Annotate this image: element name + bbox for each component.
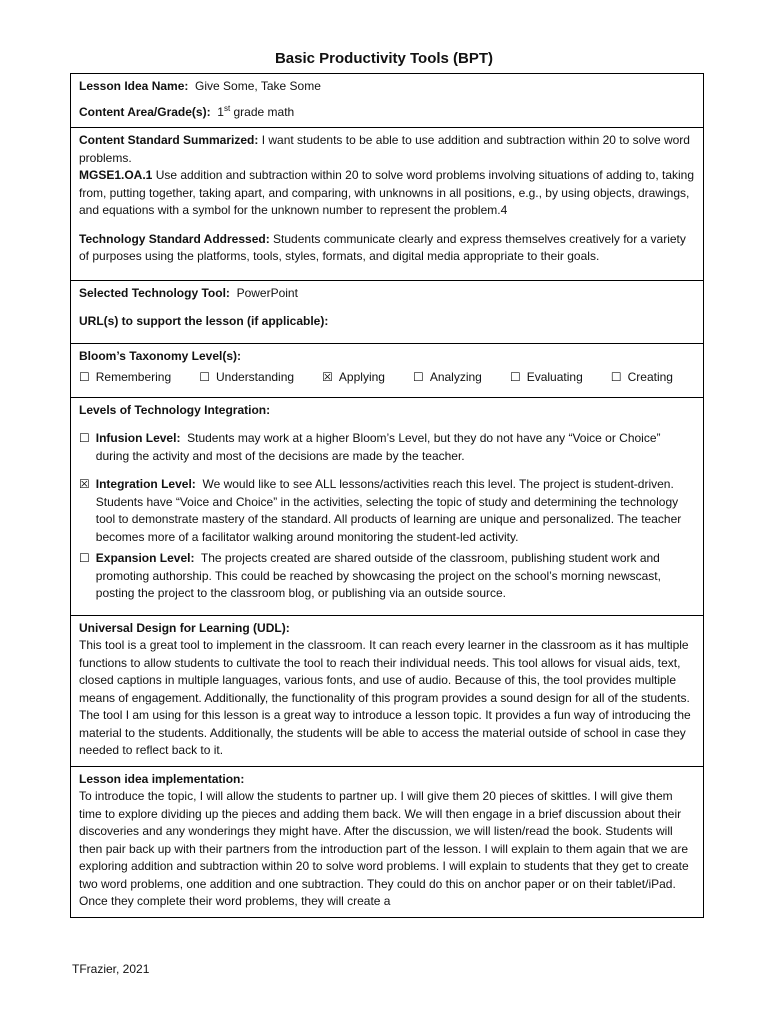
- udl-text: This tool is a great tool to implement in the classroom. It can reach every learner in the classroom as it has multiple functions to allow students to cultivate the tool to reach their individual needs. This tool allows for visual aids, text, closed captions in multiple languages, various fonts, and use of audio. Because of this, the tool provides multiple means of engagement. Additionally, the functionality of this program provides a sound design for all of the students. The tool I am using for this lesson is a great way to introduce a lesson topic. It provides a fun way of introducing the material to the students. Additionally, the students will be able to access the material outside of school in case they needed to reflect back to it.: [79, 638, 691, 757]
- bloom-option-label: Understanding: [216, 370, 295, 384]
- url-label: URL(s) to support the lesson (if applicable):: [79, 314, 329, 328]
- bloom-options: [79, 369, 695, 387]
- lesson-name-label: Lesson Idea Name:: [79, 79, 189, 93]
- content-area-value-suffix: grade math: [230, 104, 295, 119]
- technology-standard-text: Students communicate clearly and express themselves creatively for a variety of purposes using the platforms, tools, styles, formats, and digital media appropriate to their goals.: [79, 231, 686, 263]
- bloom-remembering[interactable]: [79, 369, 171, 387]
- selected-tool-label: Selected Technology Tool:: [79, 285, 230, 300]
- mgse-standard: [79, 167, 695, 220]
- bloom-option-label: Creating: [627, 370, 673, 384]
- bloom-label: Bloom’s Taxonomy Level(s):: [79, 348, 242, 363]
- lesson-name-line: [79, 78, 695, 96]
- checkbox-icon[interactable]: ☐: [79, 370, 90, 384]
- implementation-cell: [71, 767, 703, 917]
- lesson-name-value: Give Some, Take Some: [195, 79, 321, 93]
- content-area-value-prefix: 1: [217, 104, 224, 119]
- bloom-applying[interactable]: [322, 369, 385, 387]
- level-name: Expansion Level:: [95, 551, 195, 565]
- checked-checkbox-icon[interactable]: ☒: [322, 370, 333, 384]
- mgse-label: MGSE1.OA.1: [79, 168, 153, 182]
- page-title: Basic Productivity Tools (BPT): [274, 50, 494, 67]
- url-line: [79, 313, 695, 331]
- bloom-option-label: Remembering: [95, 370, 172, 384]
- level-name: Integration Level:: [95, 477, 196, 491]
- bloom-cell: [71, 344, 703, 398]
- bloom-option-label: Evaluating: [526, 370, 583, 384]
- bloom-option-label: Analyzing: [429, 370, 482, 384]
- implementation-text: To introduce the topic, I will allow the students to partner up. I will give them 20 pieces of skittles. I will give them time to explore dividing up the pieces and adding them back. We will then engage in a brief discussion about their discoveries and any wonderings they might have. After the discussion, we will listen/read the book. Students will then pair back up with their partners from the introduction part of the lesson. I will explain to them again that we are exploring addition and subtraction within 20 to solve word problems. I will explain to students that they get to create two word problems, one addition and one subtraction. They could do this on anchor paper or on their tablet/iPad. Once they complete their word problems, they will create a: [79, 789, 689, 908]
- content-area-label: Content Area/Grade(s):: [79, 104, 211, 119]
- content-area-line: [79, 104, 695, 122]
- content-standard-text: I want students to be able to use addition and subtraction within 20 to solve word problems.: [79, 133, 690, 165]
- checkbox-icon[interactable]: ☐: [509, 370, 521, 384]
- integration-level: [79, 476, 695, 546]
- implementation-label: Lesson idea implementation:: [79, 771, 245, 786]
- level-text: We would like to see ALL lessons/activities reach this level. The project is student-driven. Students have “Voice and Choice” in the activities, selecting the topic of study and determining the technology tool to demonstrate mastery of the standard. All products of learning are unique and personalized. The teacher becomes more of a facilitator walking around monitoring the student-led activity.: [95, 477, 682, 544]
- level-text: The projects created are shared outside of the classroom, publishing student work and promoting authorship. This could be reached by showcasing the project on the school’s morning newscast, posting the project to the classroom blog, or publishing via an outside source.: [95, 551, 661, 600]
- checkbox-icon[interactable]: ☐: [79, 431, 90, 445]
- bloom-evaluating[interactable]: [510, 369, 583, 387]
- tool-cell: [71, 281, 703, 344]
- selected-tool-value: PowerPoint: [236, 285, 298, 300]
- checkbox-icon[interactable]: ☐: [199, 370, 210, 384]
- checked-checkbox-icon[interactable]: ☒: [79, 477, 90, 491]
- footer-author: TFrazier, 2021: [72, 962, 150, 976]
- integration-label: Levels of Technology Integration:: [79, 402, 271, 417]
- selected-tool-line: [79, 285, 695, 303]
- integration-cell: [71, 398, 703, 616]
- bloom-creating[interactable]: [611, 369, 673, 387]
- content-standard-label: Content Standard Summarized:: [79, 133, 259, 147]
- standards-cell: [71, 128, 703, 281]
- technology-standard: [79, 231, 695, 266]
- mgse-text: Use addition and subtraction within 20 to solve word problems involving situations of adding to, taking from, putting together, taking apart, and comparing, with unknowns in all positions, e.g., by using objects, drawings, and equations with a symbol for the unknown number to represent the problem.4: [79, 168, 695, 217]
- bloom-option-label: Applying: [338, 370, 385, 384]
- lesson-info-cell: [71, 74, 703, 128]
- bloom-understanding[interactable]: [199, 369, 294, 387]
- level-name: Infusion Level:: [95, 431, 181, 445]
- udl-label: Universal Design for Learning (UDL):: [79, 620, 290, 635]
- technology-standard-label: Technology Standard Addressed:: [79, 231, 270, 246]
- udl-cell: [71, 616, 703, 767]
- bloom-analyzing[interactable]: [413, 369, 482, 387]
- infusion-level: [79, 430, 695, 465]
- expansion-level: [79, 550, 695, 603]
- content-standard-summary: [79, 132, 695, 167]
- checkbox-icon[interactable]: ☐: [79, 551, 90, 565]
- level-text: Students may work at a higher Bloom’s Level, but they do not have any “Voice or Choice” during the activity and most of the decisions are made by the teacher.: [95, 431, 661, 463]
- lesson-plan-table: [70, 73, 704, 918]
- content-area-value-sup: st: [223, 103, 231, 113]
- checkbox-icon[interactable]: ☐: [413, 370, 424, 384]
- checkbox-icon[interactable]: ☐: [610, 370, 622, 384]
